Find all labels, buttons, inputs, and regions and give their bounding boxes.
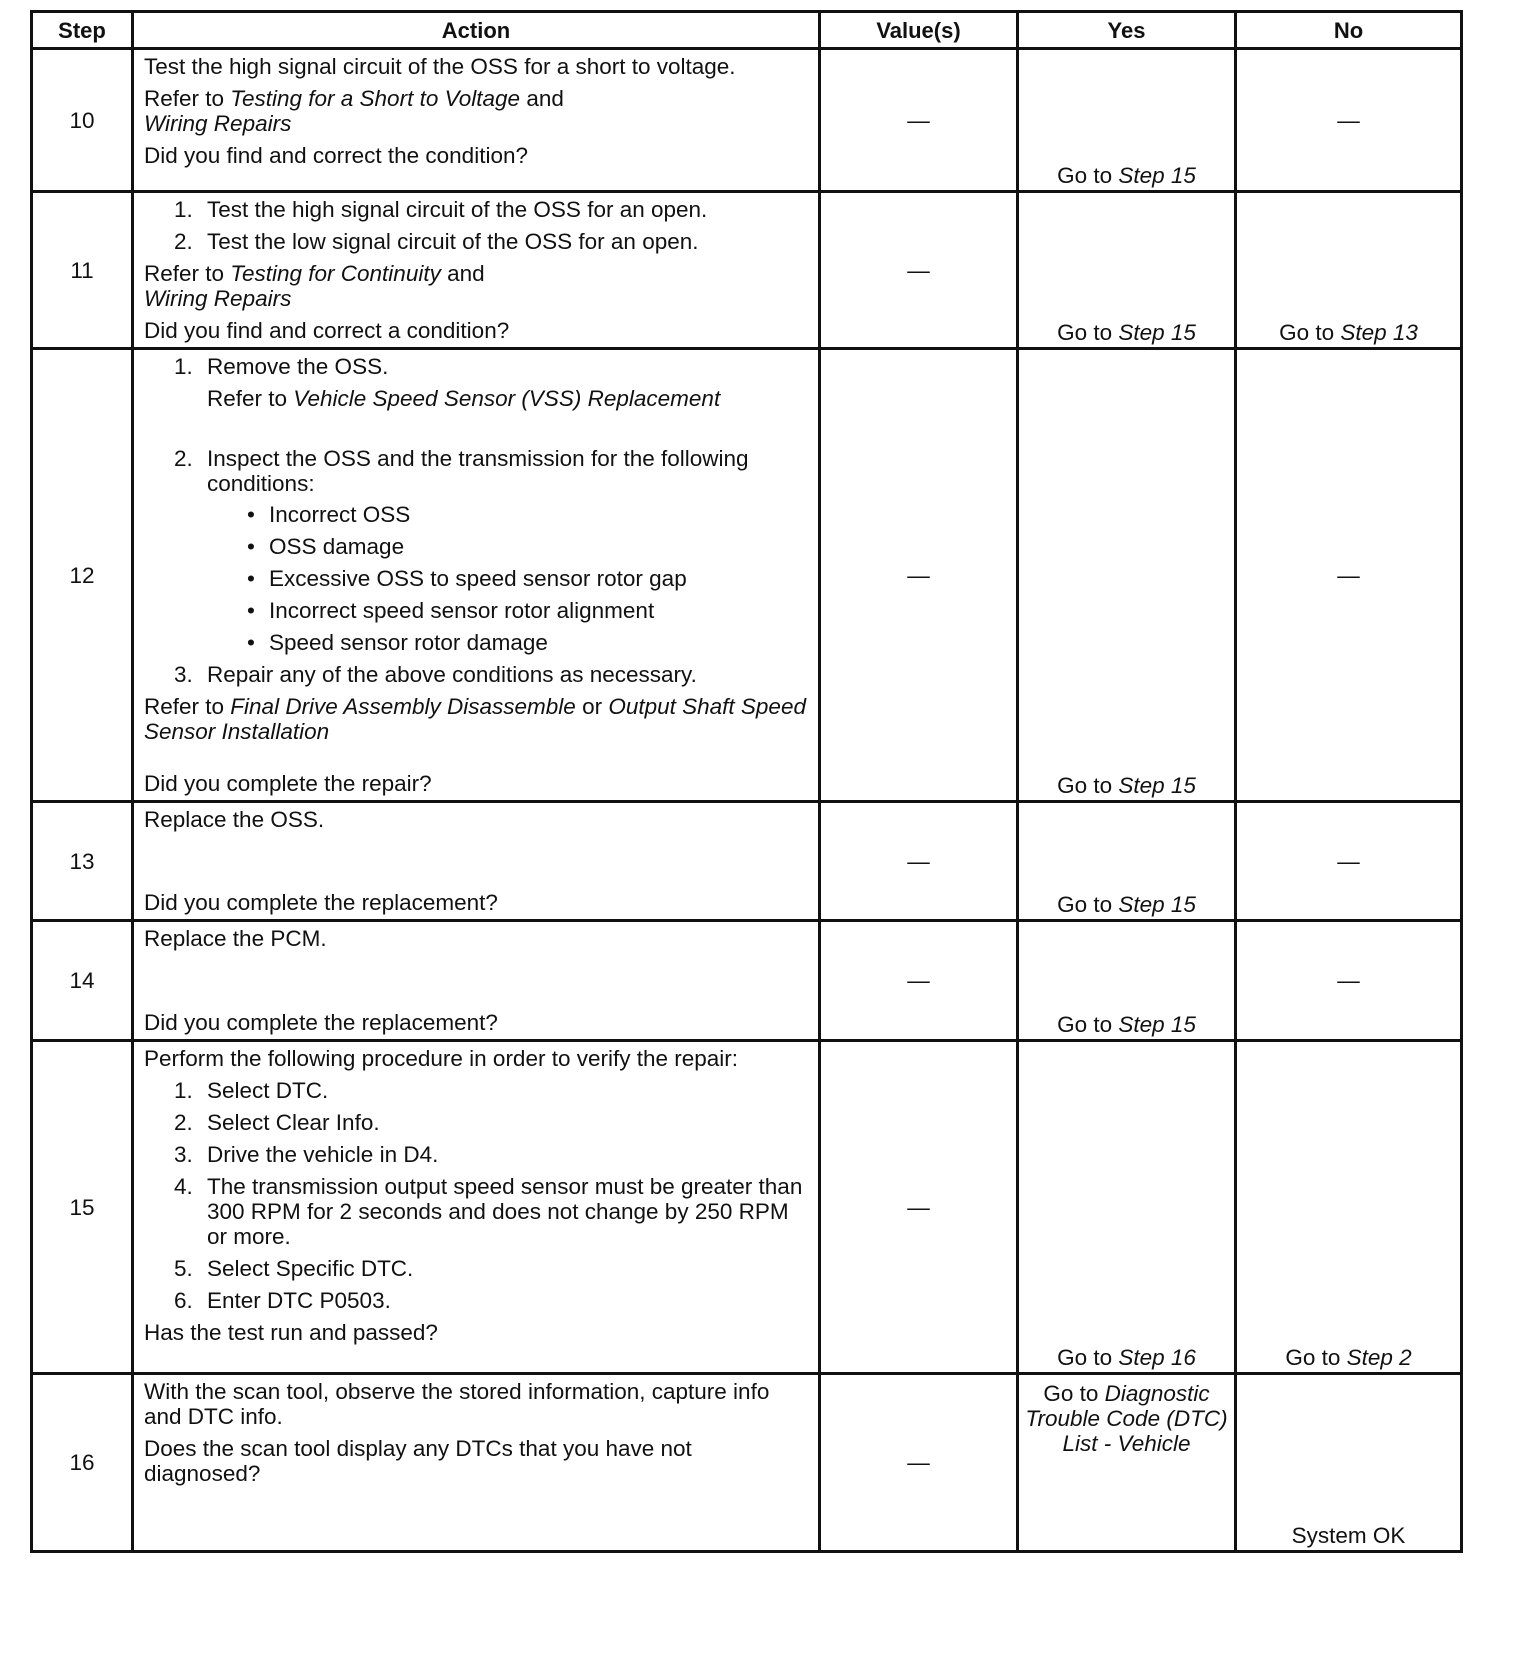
reference-link[interactable]: Testing for Continuity bbox=[230, 261, 441, 286]
header-action: Action bbox=[133, 12, 820, 49]
value-cell: — bbox=[820, 1041, 1018, 1374]
step-number: 11 bbox=[32, 192, 133, 349]
step-number: 10 bbox=[32, 49, 133, 192]
action-cell bbox=[133, 802, 820, 921]
list-item: 4. The transmission output speed sensor must be greater than 300 RPM for 2 seconds and does not change by 250 RPM or more. bbox=[199, 1174, 808, 1249]
header-yes: Yes bbox=[1018, 12, 1236, 49]
yes-goto[interactable]: Go to Step 16 bbox=[1057, 1345, 1196, 1370]
list-item: 1. Remove the OSS. Refer to Vehicle Speed Sensor (VSS) Replacement bbox=[199, 354, 808, 439]
yes-cell bbox=[1018, 1374, 1236, 1552]
reference-link[interactable]: Vehicle Speed Sensor (VSS) Replacement bbox=[293, 386, 721, 411]
step-number: 13 bbox=[32, 802, 133, 921]
condition-list bbox=[207, 502, 808, 655]
procedure-list bbox=[144, 1078, 808, 1313]
table-row-step-11 bbox=[32, 192, 1462, 349]
question-text: Did you find and correct the condition? bbox=[144, 143, 528, 168]
no-cell bbox=[1236, 1041, 1462, 1374]
list-item: 2. Test the low signal circuit of the OSS for an open. bbox=[199, 229, 808, 254]
action-cell bbox=[133, 921, 820, 1041]
reference-link[interactable]: Wiring Repairs bbox=[144, 286, 292, 311]
no-cell bbox=[1236, 192, 1462, 349]
reference-text: Refer to Testing for Continuity and Wiring Repairs bbox=[144, 261, 485, 311]
value-cell: — bbox=[820, 349, 1018, 802]
action-cell bbox=[133, 192, 820, 349]
no-cell: — bbox=[1236, 49, 1462, 192]
table-row-step-15 bbox=[32, 1041, 1462, 1374]
action-cell bbox=[133, 49, 820, 192]
question-text: Did you complete the repair? bbox=[144, 771, 432, 796]
no-cell bbox=[1236, 1374, 1462, 1552]
no-cell: — bbox=[1236, 349, 1462, 802]
action-text: Test the high signal circuit of the OSS for a short to voltage. bbox=[144, 54, 736, 79]
action-cell bbox=[133, 349, 820, 802]
diagnostic-table bbox=[30, 10, 1463, 1553]
list-item: 1. Test the high signal circuit of the OSS for an open. bbox=[199, 197, 808, 222]
reference-text: Refer to Vehicle Speed Sensor (VSS) Replacement bbox=[207, 386, 721, 411]
list-item: 2. Inspect the OSS and the transmission for the following conditions: • Incorrect OSS • OSS damage • Excessive OSS to speed sensor rotor gap • Incorrect speed sensor rotor alignment • Speed sensor rotor damage bbox=[199, 446, 808, 655]
yes-goto[interactable]: Go to Step 15 bbox=[1057, 773, 1196, 798]
step-number: 16 bbox=[32, 1374, 133, 1552]
action-cell bbox=[133, 1041, 820, 1374]
list-item: • Excessive OSS to speed sensor rotor gap bbox=[247, 566, 808, 591]
value-cell: — bbox=[820, 49, 1018, 192]
action-text: Replace the OSS. bbox=[144, 807, 325, 832]
value-cell: — bbox=[820, 1374, 1018, 1552]
question-text: Did you complete the replacement? bbox=[144, 1010, 498, 1035]
no-goto[interactable]: Go to Step 13 bbox=[1279, 320, 1418, 345]
question-text: Did you complete the replacement? bbox=[144, 890, 498, 915]
list-item: • OSS damage bbox=[247, 534, 808, 559]
step-number: 14 bbox=[32, 921, 133, 1041]
yes-goto[interactable]: Go to Step 15 bbox=[1057, 320, 1196, 345]
reference-link[interactable]: Wiring Repairs bbox=[144, 111, 292, 136]
question-text: Does the scan tool display any DTCs that you have not diagnosed? bbox=[144, 1436, 692, 1486]
list-item: 1. Select DTC. bbox=[199, 1078, 808, 1103]
value-cell: — bbox=[820, 921, 1018, 1041]
action-text: Perform the following procedure in order to verify the repair: bbox=[144, 1046, 739, 1071]
yes-cell bbox=[1018, 192, 1236, 349]
question-text: Has the test run and passed? bbox=[144, 1320, 438, 1345]
yes-cell bbox=[1018, 349, 1236, 802]
reference-text: Refer to Final Drive Assembly Disassemble or Output Shaft Speed Sensor Installation bbox=[144, 694, 806, 744]
no-cell: — bbox=[1236, 921, 1462, 1041]
table-row-step-16 bbox=[32, 1374, 1462, 1552]
list-item: • Incorrect OSS bbox=[247, 502, 808, 527]
action-cell bbox=[133, 1374, 820, 1552]
no-cell: — bbox=[1236, 802, 1462, 921]
step-number: 12 bbox=[32, 349, 133, 802]
list-item: • Incorrect speed sensor rotor alignment bbox=[247, 598, 808, 623]
value-cell: — bbox=[820, 802, 1018, 921]
action-text: Replace the PCM. bbox=[144, 926, 327, 951]
header-step: Step bbox=[32, 12, 133, 49]
list-item: 6. Enter DTC P0503. bbox=[199, 1288, 808, 1313]
reference-text: Refer to Testing for a Short to Voltage and Wiring Repairs bbox=[144, 86, 564, 136]
table-row-step-12 bbox=[32, 349, 1462, 802]
table-row-step-14 bbox=[32, 921, 1462, 1041]
step-list bbox=[144, 354, 808, 687]
yes-goto[interactable]: Go to Step 15 bbox=[1057, 163, 1196, 188]
table-row-step-13 bbox=[32, 802, 1462, 921]
header-no: No bbox=[1236, 12, 1462, 49]
reference-link[interactable]: Output Shaft Speed Sensor Installation bbox=[144, 694, 806, 744]
no-goto[interactable]: Go to Step 2 bbox=[1285, 1345, 1412, 1370]
yes-goto[interactable]: Go to Step 15 bbox=[1057, 1012, 1196, 1037]
list-item: 5. Select Specific DTC. bbox=[199, 1256, 808, 1281]
yes-cell bbox=[1018, 921, 1236, 1041]
yes-goto[interactable]: Go to Step 15 bbox=[1057, 892, 1196, 917]
question-text: Did you find and correct a condition? bbox=[144, 318, 510, 343]
header-row bbox=[32, 12, 1462, 49]
header-values: Value(s) bbox=[820, 12, 1018, 49]
yes-goto[interactable]: Go to Diagnostic Trouble Code (DTC) List - Vehicle bbox=[1025, 1381, 1228, 1456]
list-item: 3. Drive the vehicle in D4. bbox=[199, 1142, 808, 1167]
list-item: 2. Select Clear Info. bbox=[199, 1110, 808, 1135]
reference-link[interactable]: Testing for a Short to Voltage bbox=[230, 86, 521, 111]
yes-cell bbox=[1018, 49, 1236, 192]
list-item: 3. Repair any of the above conditions as necessary. bbox=[199, 662, 808, 687]
table-row-step-10 bbox=[32, 49, 1462, 192]
yes-cell bbox=[1018, 1041, 1236, 1374]
list-item: • Speed sensor rotor damage bbox=[247, 630, 808, 655]
reference-link[interactable]: Final Drive Assembly Disassemble bbox=[230, 694, 576, 719]
step-list bbox=[144, 197, 808, 254]
value-cell: — bbox=[820, 192, 1018, 349]
yes-cell bbox=[1018, 802, 1236, 921]
action-text: With the scan tool, observe the stored information, capture info and DTC info. bbox=[144, 1379, 770, 1429]
step-number: 15 bbox=[32, 1041, 133, 1374]
no-result: System OK bbox=[1291, 1523, 1406, 1548]
